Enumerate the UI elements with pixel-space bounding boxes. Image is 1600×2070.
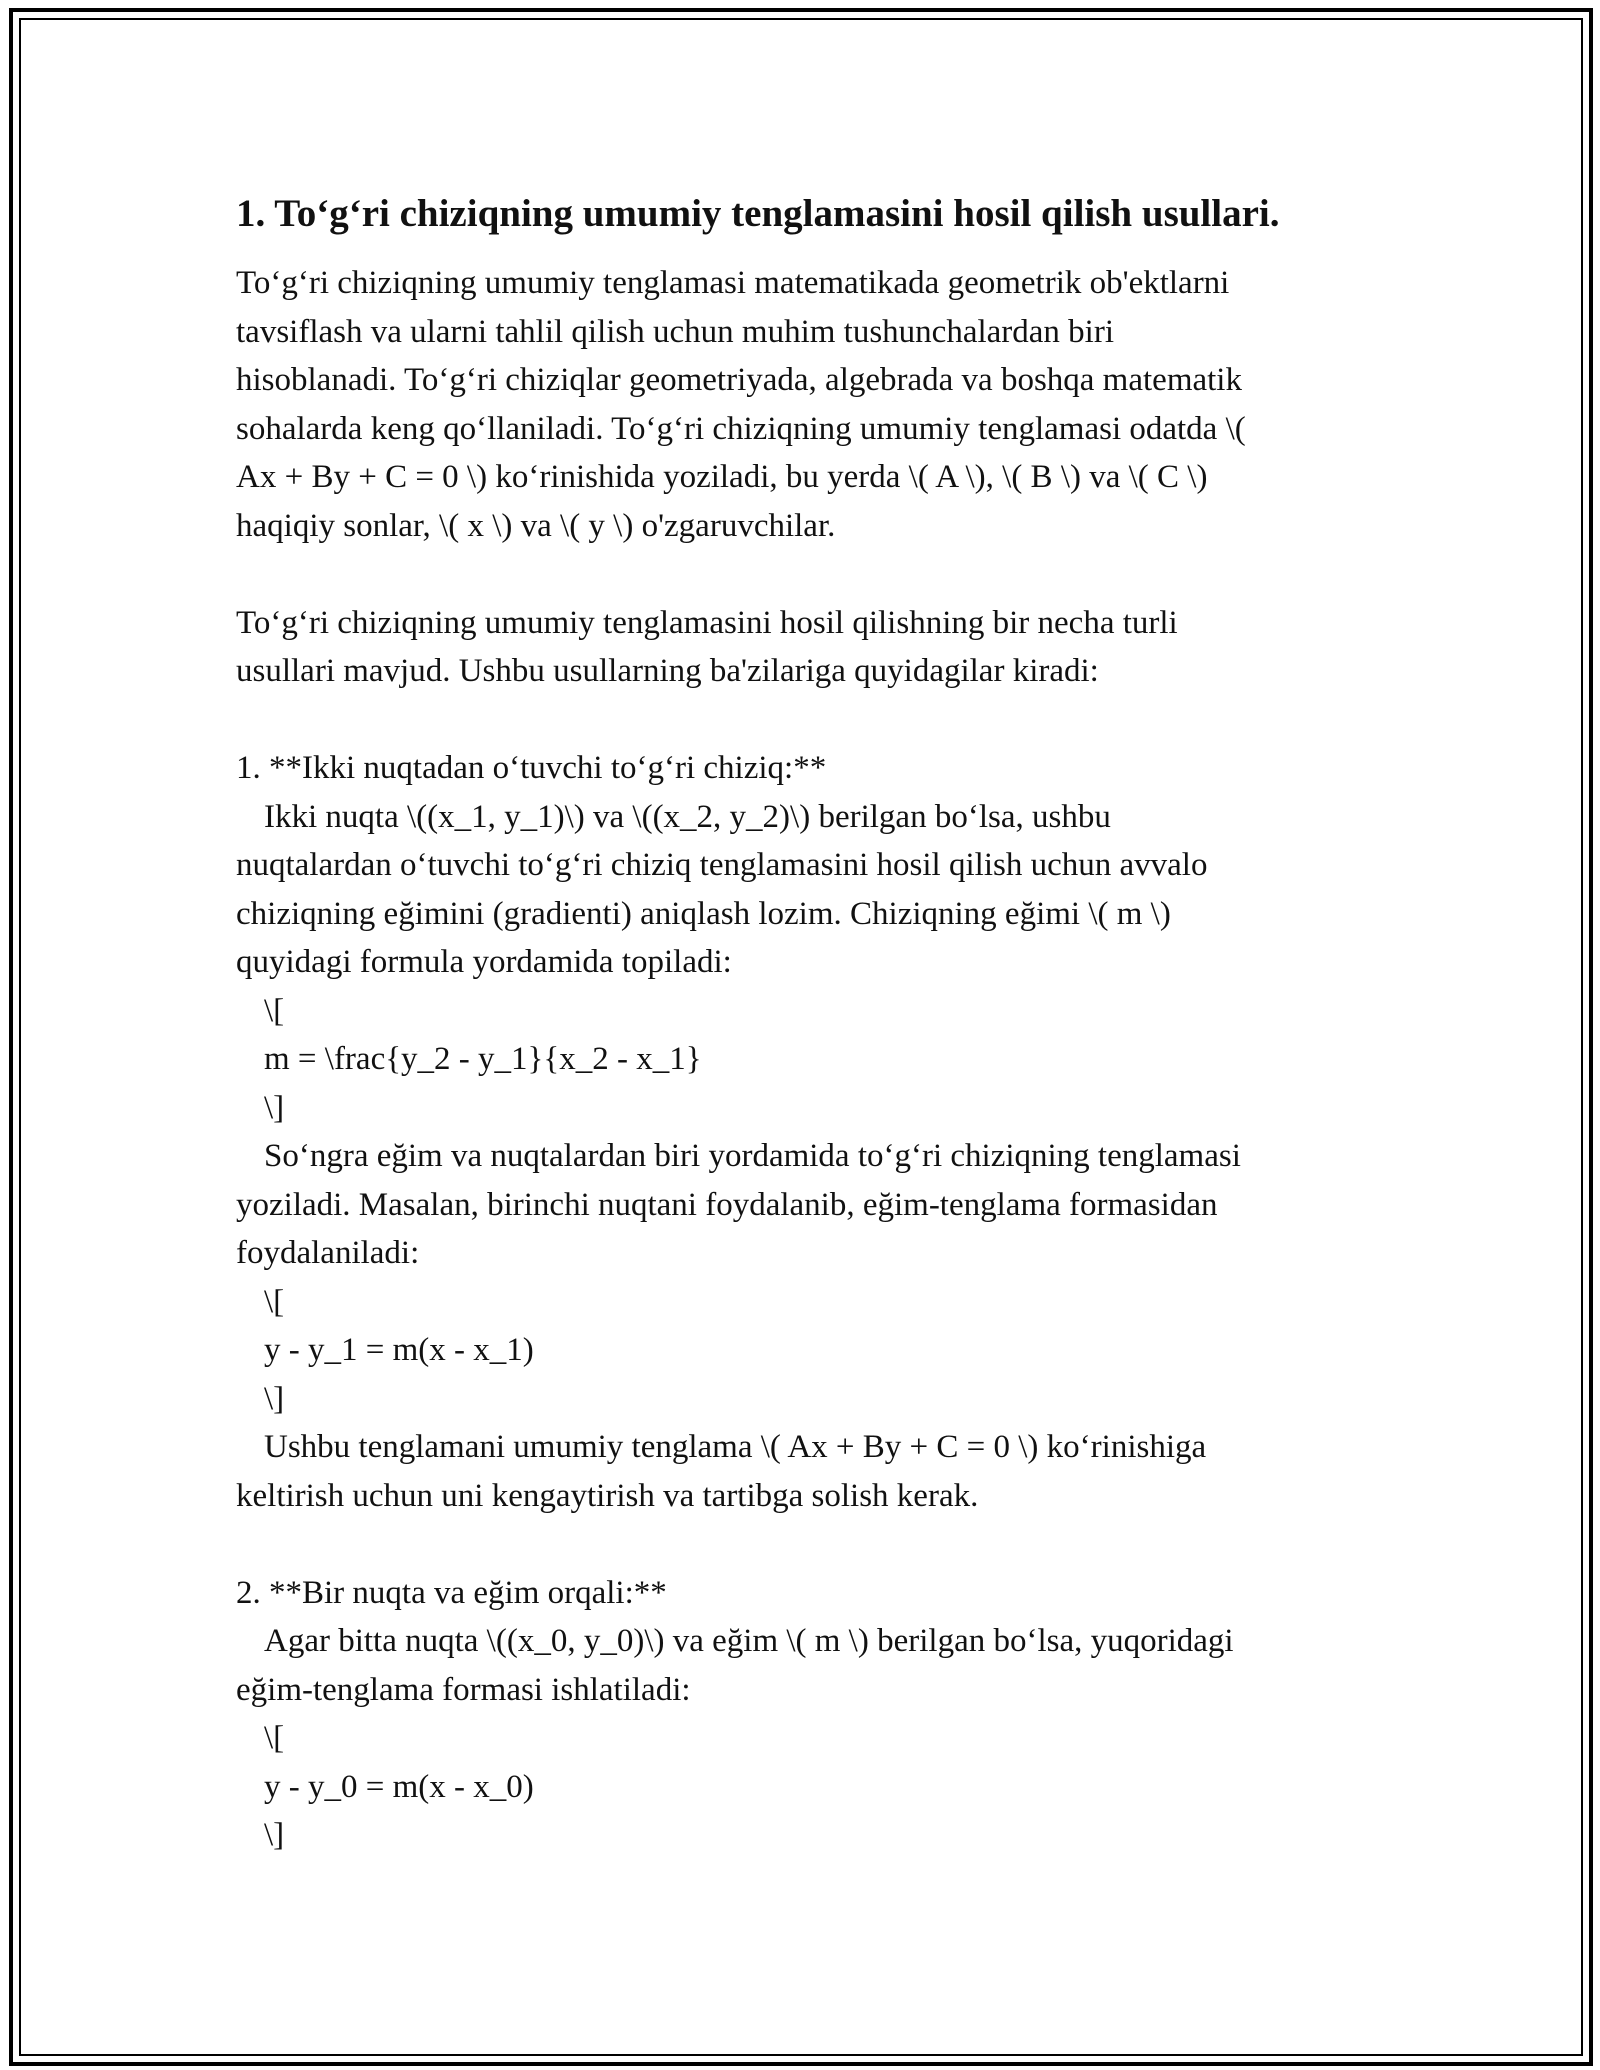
point-slope-formula: y - y_1 = m(x - x_1) [264, 1332, 534, 1368]
text-line: quyidagi formula yordamida topiladi: [236, 944, 732, 980]
text-line: chiziqning eğimini (gradienti) aniqlash lozim. Chiziqning eğimi \( m \) [236, 895, 1171, 932]
point-slope-formula: y - y_0 = m(x - x_0) [264, 1768, 534, 1805]
text-line: Ikki nuqta \((x_1, y_1)\) va \((x_2, y_2)\) berilgan bo‘lsa, ushbu [264, 798, 1111, 835]
text-line: usullari mavjud. Ushbu usullarning ba'zilariga quyidagilar kiradi: [236, 653, 1099, 689]
paragraph-gap [236, 550, 1376, 599]
text-line: haqiqiy sonlar, \( x \) va \( y \) o'zgaruvchilar. [236, 507, 836, 544]
text-line: hisoblanadi. To‘g‘ri chiziqlar geometriyada, algebrada va boshqa matematik [236, 362, 1242, 398]
text-line: yoziladi. Masalan, birinchi nuqtani foydalanib, eğim-tenglama formasidan [236, 1186, 1218, 1223]
text-line: eğim-tenglama formasi ishlatiladi: [236, 1671, 691, 1708]
text-line: foydalaniladi: [236, 1235, 420, 1271]
text-line: So‘ngra eğim va nuqtalardan biri yordamida to‘g‘ri chiziqning tenglamasi [264, 1138, 1241, 1174]
paragraph-gap [236, 1520, 1376, 1569]
method-1-section [236, 744, 1376, 1520]
text-line: Agar bitta nuqta \((x_0, y_0)\) va eğim \( m \) berilgan bo‘lsa, yuqoridagi [264, 1623, 1234, 1659]
paragraph-gap [236, 696, 1376, 745]
text-line: tavsiflash va ularni tahlil qilish uchun muhim tushunchalardan biri [236, 313, 1114, 350]
text-line: Ax + By + C = 0 \) ko‘rinishida yoziladi, bu yerda \( A \), \( B \) va \( C \) [236, 459, 1208, 495]
formula-open: \[ [264, 1720, 285, 1756]
formula-close: \] [264, 1380, 285, 1417]
intro-paragraph [236, 259, 1376, 550]
method-1-title: 1. **Ikki nuqtadan o‘tuvchi to‘g‘ri chiziq:** [236, 750, 827, 786]
document-body [236, 188, 1376, 1860]
formula-open: \[ [264, 1283, 285, 1320]
slope-formula: m = \frac{y_2 - y_1}{x_2 - x_1} [264, 1041, 702, 1077]
formula-close: \] [264, 1089, 285, 1126]
text-line: sohalarda keng qo‘llaniladi. To‘g‘ri chiziqning umumiy tenglamasi odatda \( [236, 410, 1246, 447]
text-line: Ushbu tenglamani umumiy tenglama \( Ax + By + C = 0 \) ko‘rinishiga [264, 1429, 1207, 1465]
method-2-title: 2. **Bir nuqta va eğim orqali:** [236, 1574, 667, 1611]
methods-intro-paragraph [236, 599, 1376, 696]
text-line: keltirish uchun uni kengaytirish va tartibga solish kerak. [236, 1477, 979, 1514]
text-line: To‘g‘ri chiziqning umumiy tenglamasini hosil qilishning bir necha turli [236, 604, 1178, 641]
formula-close: \] [264, 1817, 285, 1853]
method-2-section [236, 1569, 1376, 1860]
section-heading: 1. To‘g‘ri chiziqning umumiy tenglamasini hosil qilish usullari. [236, 192, 1280, 235]
text-line: To‘g‘ri chiziqning umumiy tenglamasi matematikada geometrik ob'ektlarni [236, 265, 1230, 301]
formula-open: \[ [264, 992, 285, 1029]
text-line: nuqtalardan o‘tuvchi to‘g‘ri chiziq tenglamasini hosil qilish uchun avvalo [236, 847, 1208, 883]
